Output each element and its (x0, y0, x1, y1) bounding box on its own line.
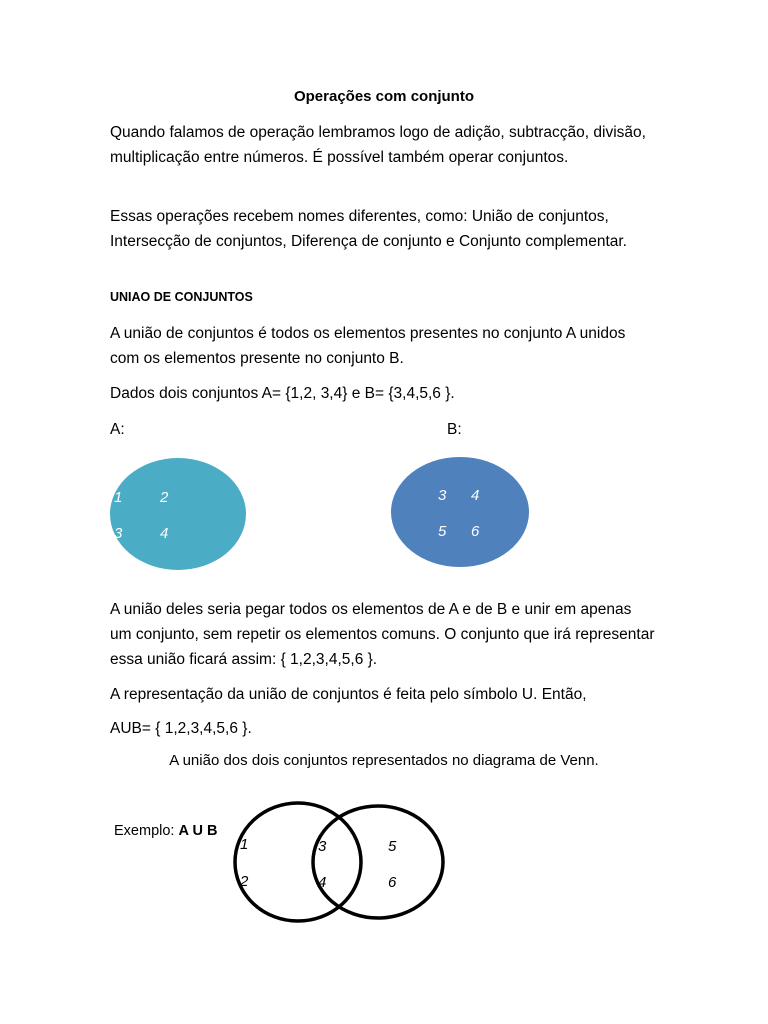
example-label-line (114, 823, 217, 839)
venn-circle-b (313, 806, 443, 918)
union-explanation: A união deles seria pegar todos os elementos de A e de B e unir em apenas um conjunto, sem repetir os elementos comuns. O conjunto que irá representar essa união ficará assim: { 1,2,3,4,5,6 }. (110, 601, 655, 668)
venn-middle-element: 4 (318, 874, 327, 891)
venn-circle-a (235, 803, 361, 921)
set-b-label: B: (447, 421, 462, 438)
intro-paragraph-1: Quando falamos de operação lembramos logo de adição, subtracção, divisão, multiplicação entre números. É possível também operar conjuntos. (110, 124, 646, 166)
set-a-ellipse (110, 458, 246, 570)
union-definition: A união de conjuntos é todos os elementos presentes no conjunto A unidos com os elementos presente no conjunto B. (110, 325, 626, 367)
intro-paragraph-2: Essas operações recebem nomes diferentes, como: União de conjuntos, Intersecção de conjuntos, Diferença de conjunto e Conjunto complementar. (110, 208, 627, 250)
set-a-element: 2 (160, 489, 169, 506)
set-a-element: 4 (160, 525, 169, 542)
venn-right-element: 6 (388, 874, 397, 891)
union-result: AUB= { 1,2,3,4,5,6 }. (110, 720, 252, 737)
union-section-heading: UNIAO DE CONJUNTOS (110, 290, 253, 304)
set-a-element: 1 (114, 489, 123, 506)
set-a-label: A: (110, 421, 125, 438)
set-b-element: 3 (438, 487, 447, 504)
venn-middle-element: 3 (318, 838, 327, 855)
venn-left-element: 1 (240, 836, 249, 853)
venn-right-element: 5 (388, 838, 397, 855)
example-label: Exemplo: (114, 823, 175, 839)
example-expression: A U B (178, 823, 218, 839)
venn-left-element: 2 (240, 873, 249, 890)
venn-caption: A união dos dois conjuntos representados no diagrama de Venn. (169, 752, 599, 769)
set-b-element: 5 (438, 523, 447, 540)
set-b-ellipse (391, 457, 529, 567)
set-a-element: 3 (114, 525, 123, 542)
set-b-element: 6 (471, 523, 480, 540)
union-symbol-text: A representação da união de conjuntos é feita pelo símbolo U. Então, (110, 686, 587, 703)
given-sets-text: Dados dois conjuntos A= {1,2, 3,4} e B= {3,4,5,6 }. (110, 385, 455, 402)
set-b-element: 4 (471, 487, 480, 504)
page-title: Operações com conjunto (293, 88, 475, 105)
